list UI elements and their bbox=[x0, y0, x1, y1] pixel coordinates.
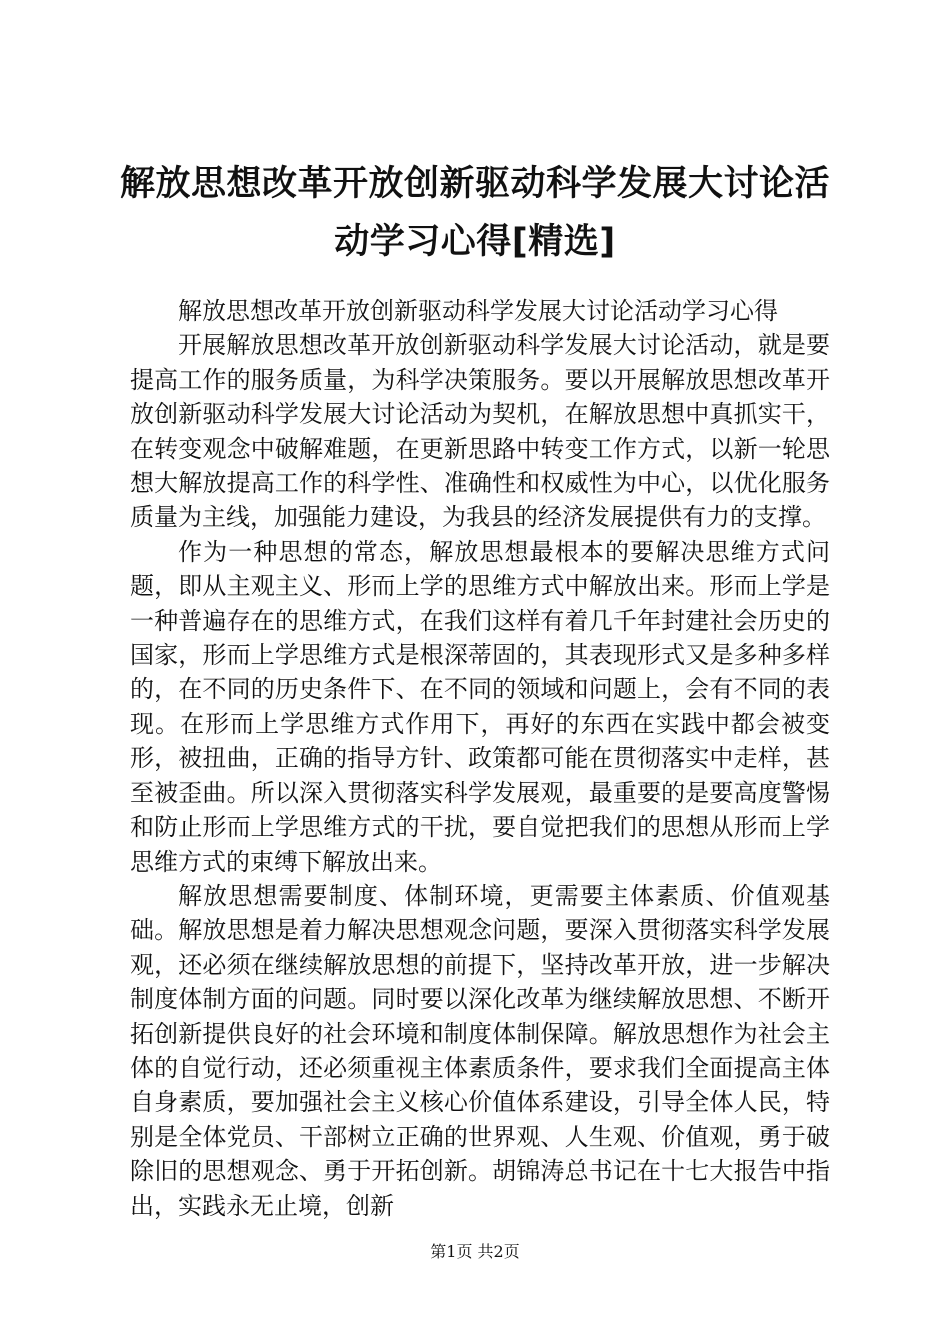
page-number-footer: 第1页 共2页 bbox=[430, 1242, 520, 1261]
body-paragraph: 作为一种思想的常态，解放思想最根本的要解决思维方式问题，即从主观主义、形而上学的思维方式中解放出来。形而上学是一种普遍存在的思维方式，在我们这样有着几千年封建社会历史的国家，形而上学思维方式是根深蒂固的，其表现形式又是多种多样的，在不同的历史条件下、在不同的领域和问题上，会有不同的表现。在形而上学思维方式作用下，再好的东西在实践中都会被变形，被扭曲，正确的指导方针、政策都可能在贯彻落实中走样，甚至被歪曲。所以深入贯彻落实科学发展观，最重要的是要高度警惕和防止形而上学思维方式的干扰，要自觉把我们的思想从形而上学思维方式的束缚下解放出来。 bbox=[130, 537, 830, 876]
document-body bbox=[130, 294, 830, 1223]
body-paragraph: 开展解放思想改革开放创新驱动科学发展大讨论活动，就是要提高工作的服务质量，为科学决策服务。要以开展解放思想改革开放创新驱动科学发展大讨论活动为契机，在解放思想中真抓实干，在转变观念中破解难题，在更新思路中转变工作方式，以新一轮思想大解放提高工作的科学性、准确性和权威性为中心，以优化服务质量为主线，加强能力建设，为我县的经济发展提供有力的支撑。 bbox=[130, 331, 830, 532]
document-title-line-2: 动学习心得[精选] bbox=[334, 222, 616, 262]
body-paragraph: 解放思想需要制度、体制环境，更需要主体素质、价值观基础。解放思想是着力解决思想观念问题，要深入贯彻落实科学发展观，还必须在继续解放思想的前提下，坚持改革开放，进一步解决制度体制方面的问题。同时要以深化改革为继续解放思想、不断开拓创新提供良好的社会环境和制度体制保障。解放思想作为社会主体的自觉行动，还必须重视主体素质条件，要求我们全面提高主体自身素质，要加强社会主义核心价值体系建设，引导全体人民，特别是全体党员、干部树立正确的世界观、人生观、价值观，勇于破除旧的思想观念、勇于开拓创新。胡锦涛总书记在十七大报告中指出，实践永无止境，创新 bbox=[130, 881, 830, 1220]
document-title-line-1: 解放思想改革开放创新驱动科学发展大讨论活 bbox=[119, 164, 830, 204]
subtitle-paragraph: 解放思想改革开放创新驱动科学发展大讨论活动学习心得 bbox=[178, 297, 778, 325]
